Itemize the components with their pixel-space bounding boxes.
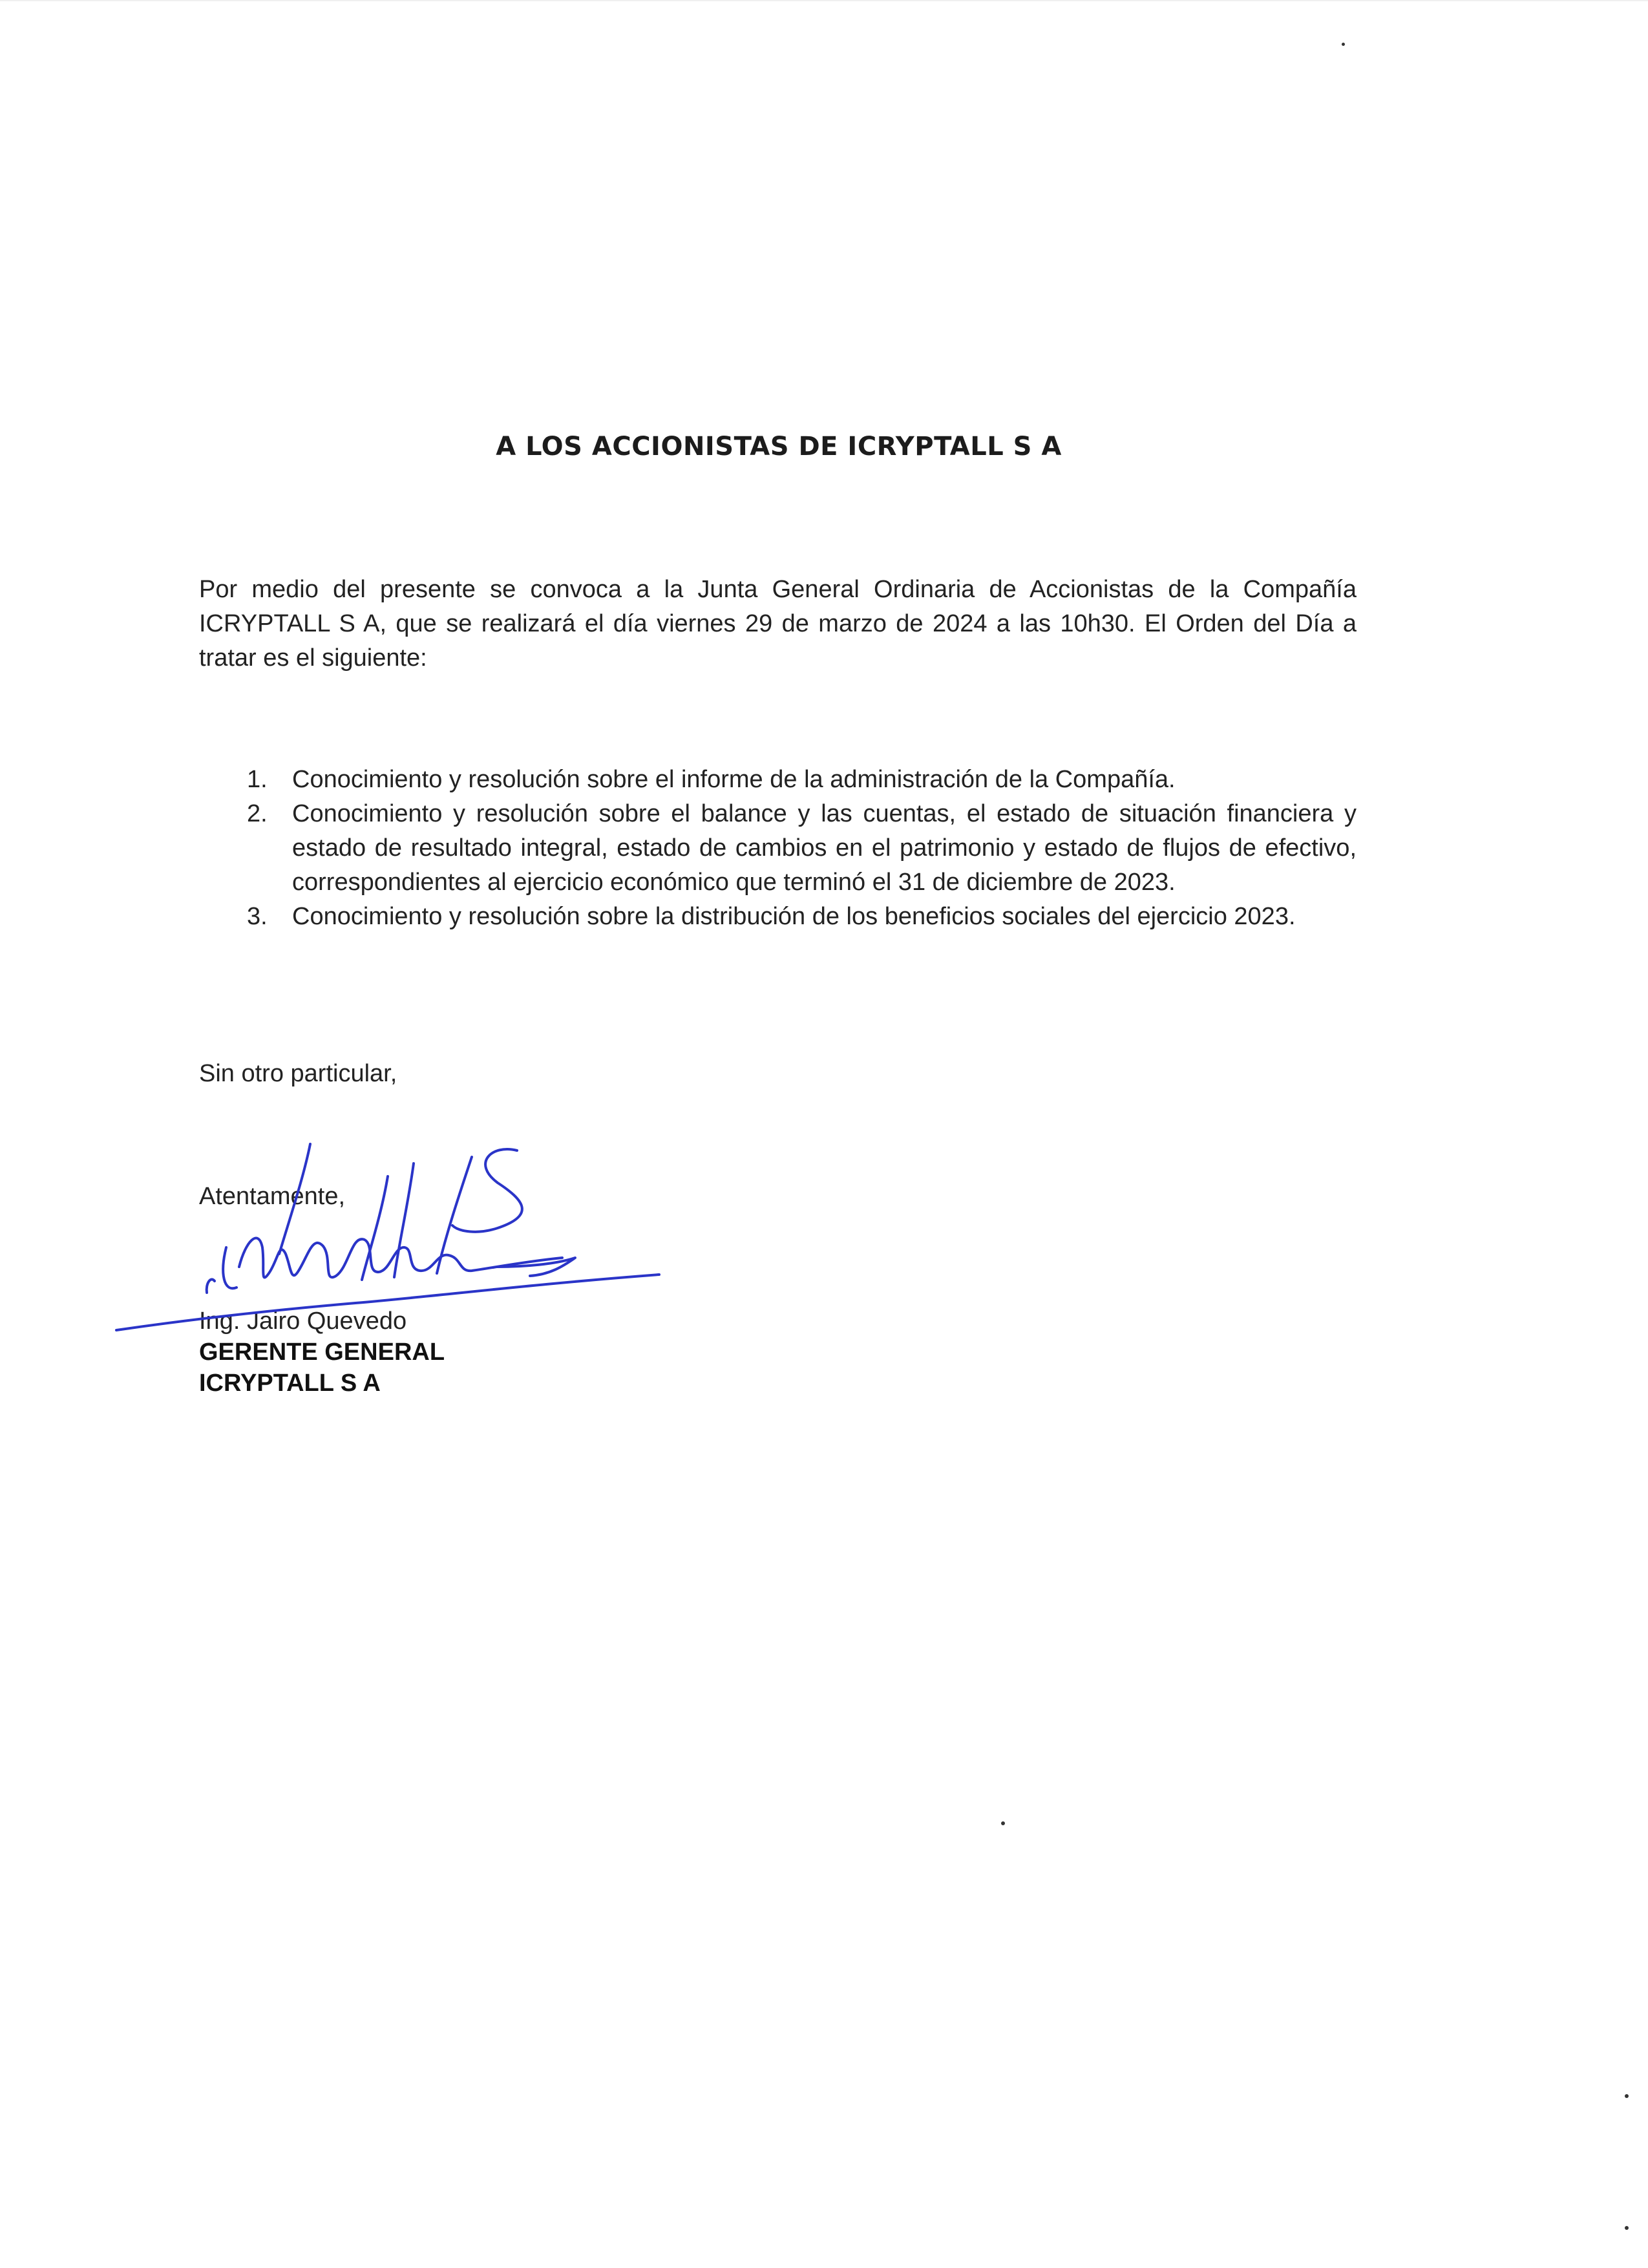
scan-speck xyxy=(1342,43,1345,46)
agenda-list xyxy=(199,763,1357,934)
agenda-item-number: 2. xyxy=(247,800,268,827)
regards-line: Atentamente, xyxy=(199,1183,346,1210)
scan-speck xyxy=(1625,2226,1629,2230)
agenda-item xyxy=(199,900,1357,934)
agenda-item-text: Conocimiento y resolución sobre la distribución de los beneficios sociales del ejercicio 2023. xyxy=(292,903,1296,930)
agenda-item xyxy=(199,797,1357,900)
signer-company: ICRYPTALL S A xyxy=(199,1370,381,1397)
agenda-item-text: Conocimiento y resolución sobre el balance y las cuentas, el estado de situación financiera y estado de resultado integral, estado de cambios en el patrimonio y estado de flujos de efectivo, correspondientes al ejercicio económico que terminó el 31 de diciembre de 2023. xyxy=(292,800,1357,896)
handwritten-signature xyxy=(110,1138,692,1351)
agenda-item-text: Conocimiento y resolución sobre el informe de la administración de la Compañía. xyxy=(292,766,1176,793)
agenda-item xyxy=(199,763,1357,797)
closing-line: Sin otro particular, xyxy=(199,1060,397,1087)
signer-title: GERENTE GENERAL xyxy=(199,1339,445,1366)
document-title: A LOS ACCIONISTAS DE ICRYPTALL S A xyxy=(496,432,1062,461)
agenda-item-number: 1. xyxy=(247,766,268,793)
intro-paragraph: Por medio del presente se convoca a la Junta General Ordinaria de Accionistas de la Compañía ICRYPTALL S A, que se realizará el día viernes 29 de marzo de 2024 a las 10h30. El Orden del Día a tratar es el siguiente: xyxy=(199,576,1357,672)
scan-speck xyxy=(1001,1821,1005,1825)
agenda-item-number: 3. xyxy=(247,903,268,930)
scan-speck xyxy=(1625,2094,1629,2098)
signer-name: Ing. Jairo Quevedo xyxy=(199,1308,407,1335)
